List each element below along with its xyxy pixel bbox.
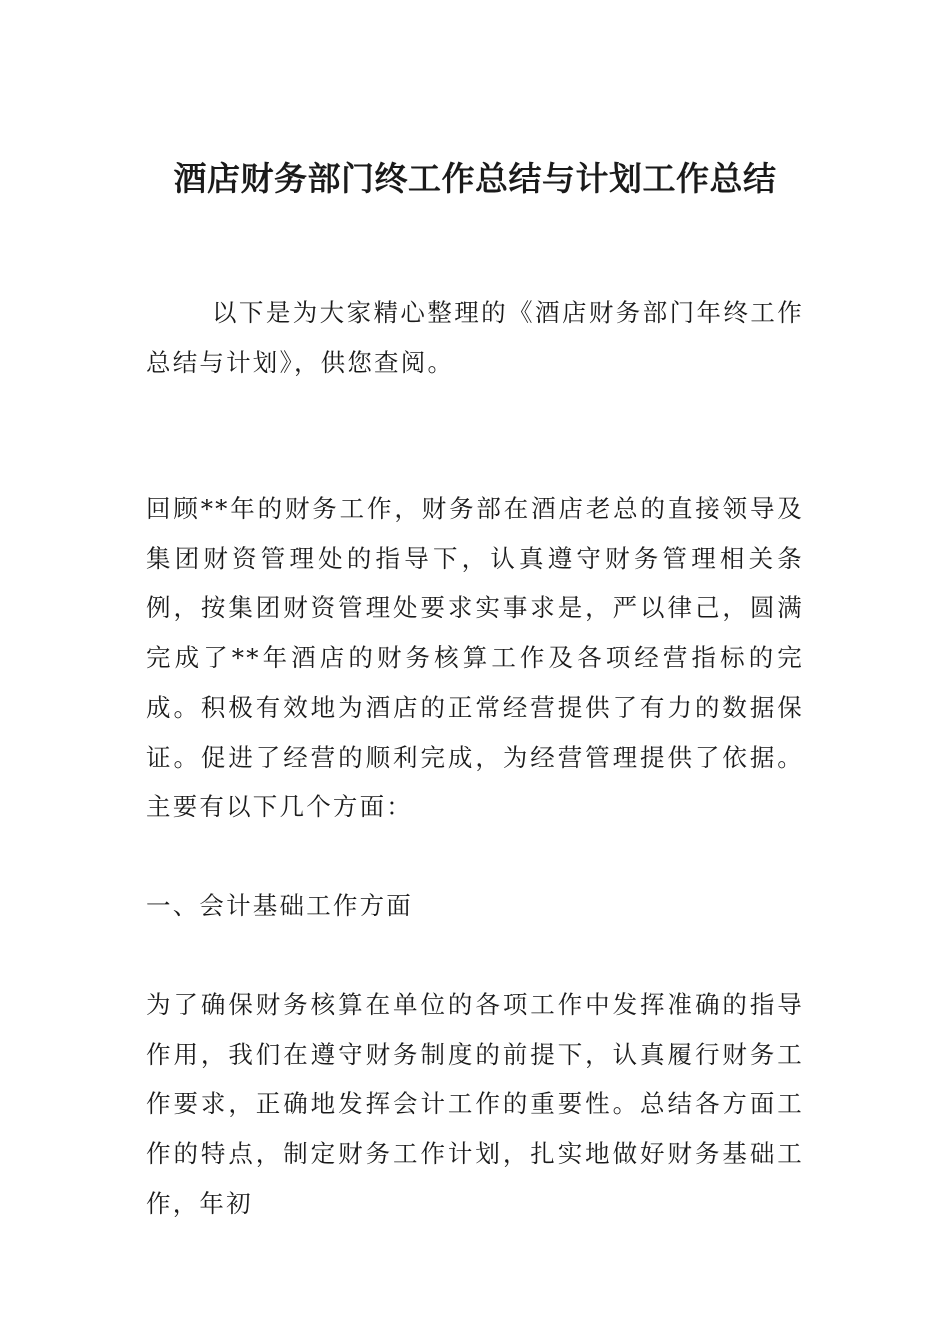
section-heading-accounting-basics: 一、会计基础工作方面 [146, 891, 413, 920]
accounting-basics-paragraph: 为了确保财务核算在单位的各项工作中发挥准确的指导作用，我们在遵守财务制度的前提下，认真履行财务工作要求，正确地发挥会计工作的重要性。总结各方面工作的特点，制定财务工作计划，扎实地做好财务基础工作，年初 [146, 990, 804, 1218]
review-paragraph: 回顾**年的财务工作，财务部在酒店老总的直接领导及集团财资管理处的指导下，认真遵守财务管理相关条例，按集团财资管理处要求实事求是，严以律己，圆满完成了**年酒店的财务核算工作及各项经营指标的完成。积极有效地为酒店的正常经营提供了有力的数据保证。促进了经营的顺利完成，为经营管理提供了依据。主要有以下几个方面： [146, 494, 804, 822]
intro-paragraph: 以下是为大家精心整理的《酒店财务部门年终工作总结与计划》，供您查阅。 [146, 298, 804, 377]
document-title: 酒店财务部门终工作总结与计划工作总结 [173, 159, 777, 198]
